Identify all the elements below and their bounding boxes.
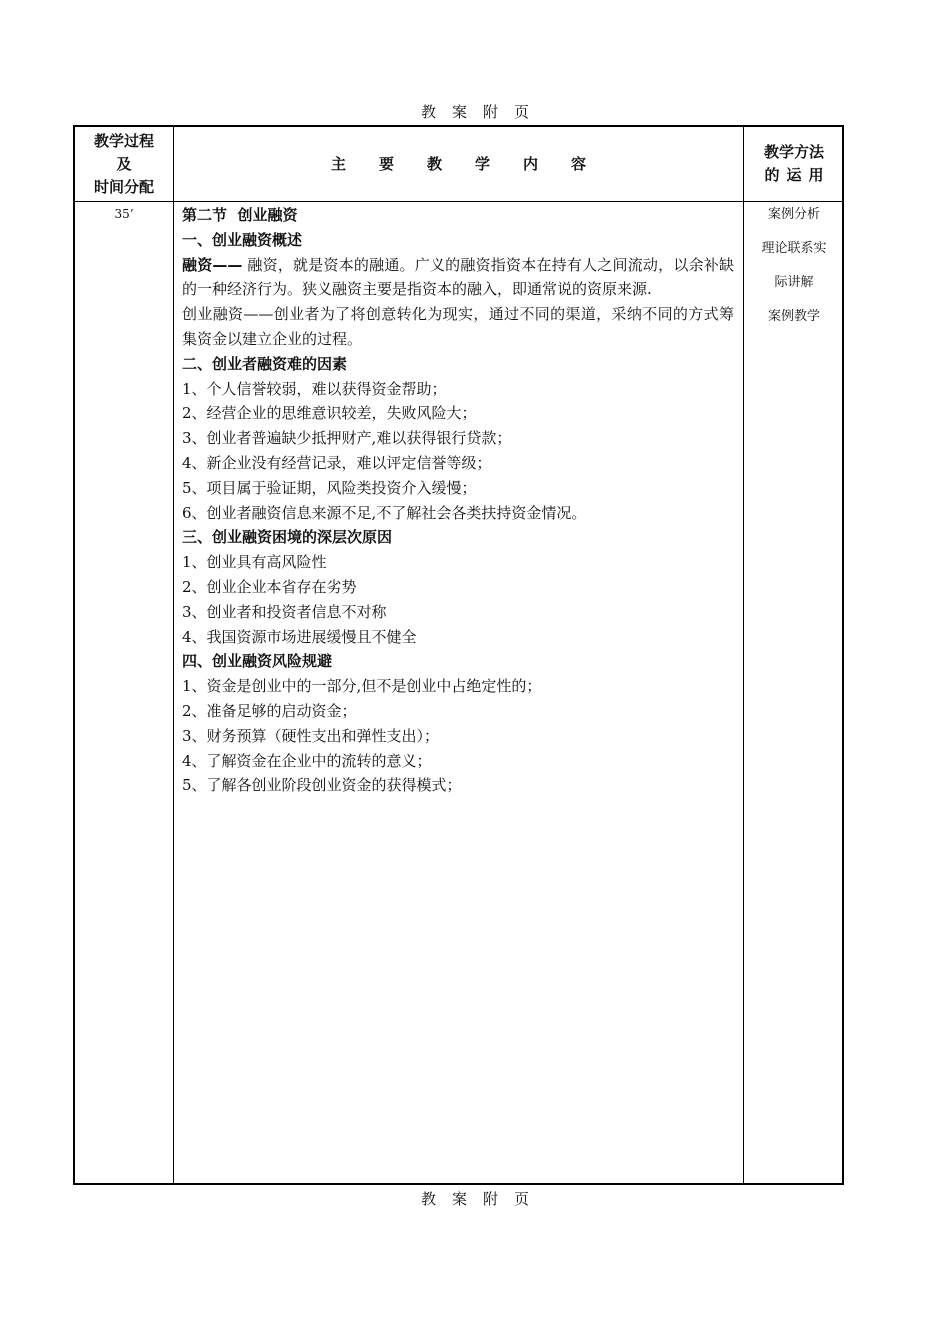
list-item: 4、我国资源市场进展缓慢且不健全 (182, 627, 417, 646)
heading-risk-avoidance: 四、创业融资风险规避 (182, 652, 333, 671)
page-footer: 教案附页 (420, 1190, 545, 1208)
list-item: 1、资金是创业中的一部分,但不是创业中占绝定性的； (182, 677, 542, 696)
header-method-line: 教学方法 (763, 143, 824, 161)
header-time-allocation (75, 127, 173, 201)
list-item: 5、了解各创业阶段创业资金的获得模式； (182, 776, 462, 795)
list-item: 1、个人信誉较弱，难以获得资金帮助； (182, 379, 447, 398)
financing-definition (182, 253, 734, 303)
list-item: 4、新企业没有经营记录，难以评定信誉等级； (182, 453, 492, 472)
list-item: 2、准备足够的启动资金； (182, 701, 357, 720)
list-item: 4、了解资金在企业中的流转的意义； (182, 751, 432, 770)
list-item: 1、创业具有高风险性 (182, 553, 327, 572)
list-item: 3、创业者和投资者信息不对称 (182, 602, 387, 621)
header-divider (75, 201, 842, 202)
list-item: 3、财务预算（硬性支出和弹性支出）； (182, 726, 440, 745)
header-time-line: 时间分配 (93, 177, 154, 196)
column-divider (173, 127, 174, 1183)
startup-financing-definition: 创业融资——创业者为了将创意转化为现实，通过不同的渠道，采纳不同的方式筹集资金以建立企业的过程。 (182, 305, 734, 348)
heading-overview: 一、创业融资概述 (182, 230, 303, 249)
list-item: 2、经营企业的思维意识较差，失败风险大； (182, 404, 477, 423)
method-item: 案例分析 (767, 207, 820, 222)
list-item: 6、创业者融资信息来源不足,不了解社会各类扶持资金情况。 (182, 503, 587, 522)
header-main-content: 主要教学内容 (330, 154, 619, 173)
lesson-plan-table (73, 125, 844, 1185)
list-item: 2、创业企业本省存在劣势 (182, 577, 357, 596)
header-teaching-method (744, 127, 844, 201)
heading-difficulty-factors: 二、创业者融资难的因素 (182, 354, 348, 373)
time-value: 35’ (114, 207, 134, 221)
list-item: 3、创业者普遍缺少抵押财产,难以获得银行贷款； (182, 429, 512, 448)
method-item: 际讲解 (774, 275, 814, 290)
main-content (182, 203, 734, 798)
page-header: 教案附页 (420, 103, 545, 121)
header-time-line: 教学过程 (93, 131, 154, 150)
definition-term: 融资—— (182, 255, 243, 274)
method-item: 理论联系实 (761, 241, 827, 256)
header-time-line: 及 (116, 154, 132, 173)
heading-deep-causes: 三、创业融资困境的深层次原因 (182, 528, 393, 547)
header-method-line: 的运用 (764, 166, 831, 184)
definition-text: 融资，就是资本的融通。广义的融资指资本在持有人之间流动，以余补缺的一种经济行为。狭义融资主要是指资本的融入，即通常说的资原来源. (182, 255, 734, 299)
teaching-methods (744, 206, 844, 342)
method-item: 案例教学 (767, 309, 820, 324)
list-item: 5、项目属于验证期，风险类投资介入缓慢； (182, 478, 477, 497)
section-title: 第二节 创业融资 (182, 206, 298, 224)
